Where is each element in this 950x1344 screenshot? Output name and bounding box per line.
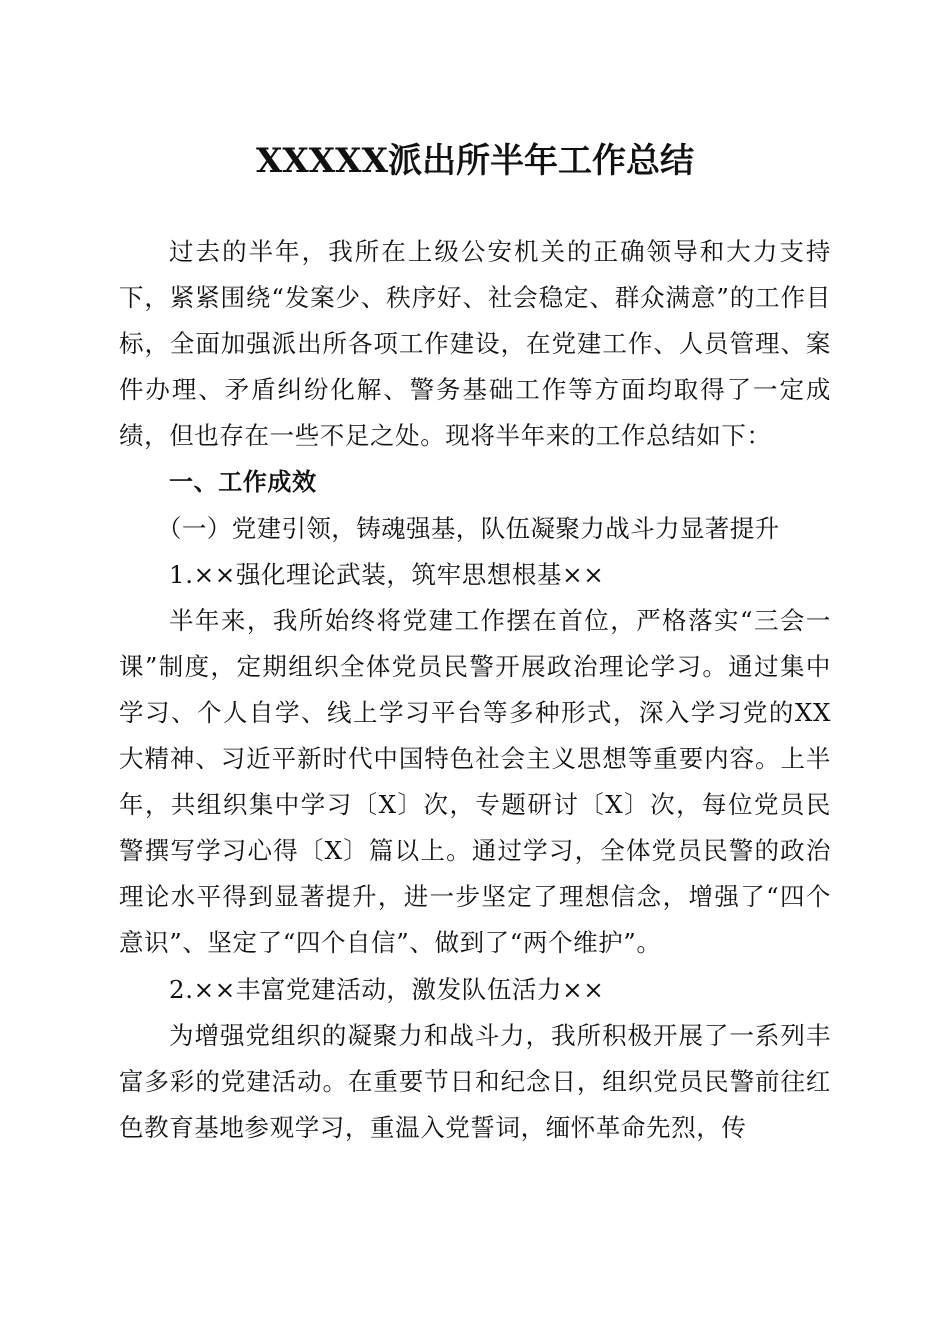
document-body — [119, 229, 831, 1151]
document-title: XXXXX派出所半年工作总结 — [256, 141, 694, 181]
item-paragraph-2: 为增强党组织的凝聚力和战斗力，我所积极开展了一系列丰富多彩的党建活动。在重要节日和纪念日，组织党员民警前往红色教育基地参观学习，重温入党誓词，缅怀革命先烈，传 — [119, 1020, 831, 1142]
subsection-heading-1: （一）党建引领，铸魂强基，队伍凝聚力战斗力显著提升 — [157, 513, 780, 543]
intro-paragraph: 过去的半年，我所在上级公安机关的正确领导和大力支持下，紧紧围绕“发案少、秩序好、社会稳定、群众满意”的工作目标，全面加强派出所各项工作建设，在党建工作、人员管理、案件办理、矛盾纠纷化解、警务基础工作等方面均取得了一定成绩，但也存在一些不足之处。现将半年来的工作总结如下： — [119, 237, 831, 451]
section-heading-1: 一、工作成效 — [169, 468, 317, 497]
item-heading-1: 1.××强化理论武装，筑牢思想根基×× — [169, 559, 605, 589]
item-paragraph-1: 半年来，我所始终将党建工作摆在首位，严格落实“三会一课”制度，定期组织全体党员民警开展政治理论学习。通过集中学习、个人自学、线上学习平台等多种形式，深入学习党的XX大精神、习近平新时代中国特色社会主义思想等重要内容。上半年，共组织集中学习〔X〕次，专题研讨〔X〕次，每位党员民警撰写学习心得〔X〕篇以上。通过学习，全体党员民警的政治理论水平得到显著提升，进一步坚定了理想信念，增强了“四个意识”、坚定了“四个自信”、做到了“两个维护”。 — [119, 605, 831, 958]
item-heading-2: 2.××丰富党建活动，激发队伍活力×× — [169, 974, 605, 1004]
